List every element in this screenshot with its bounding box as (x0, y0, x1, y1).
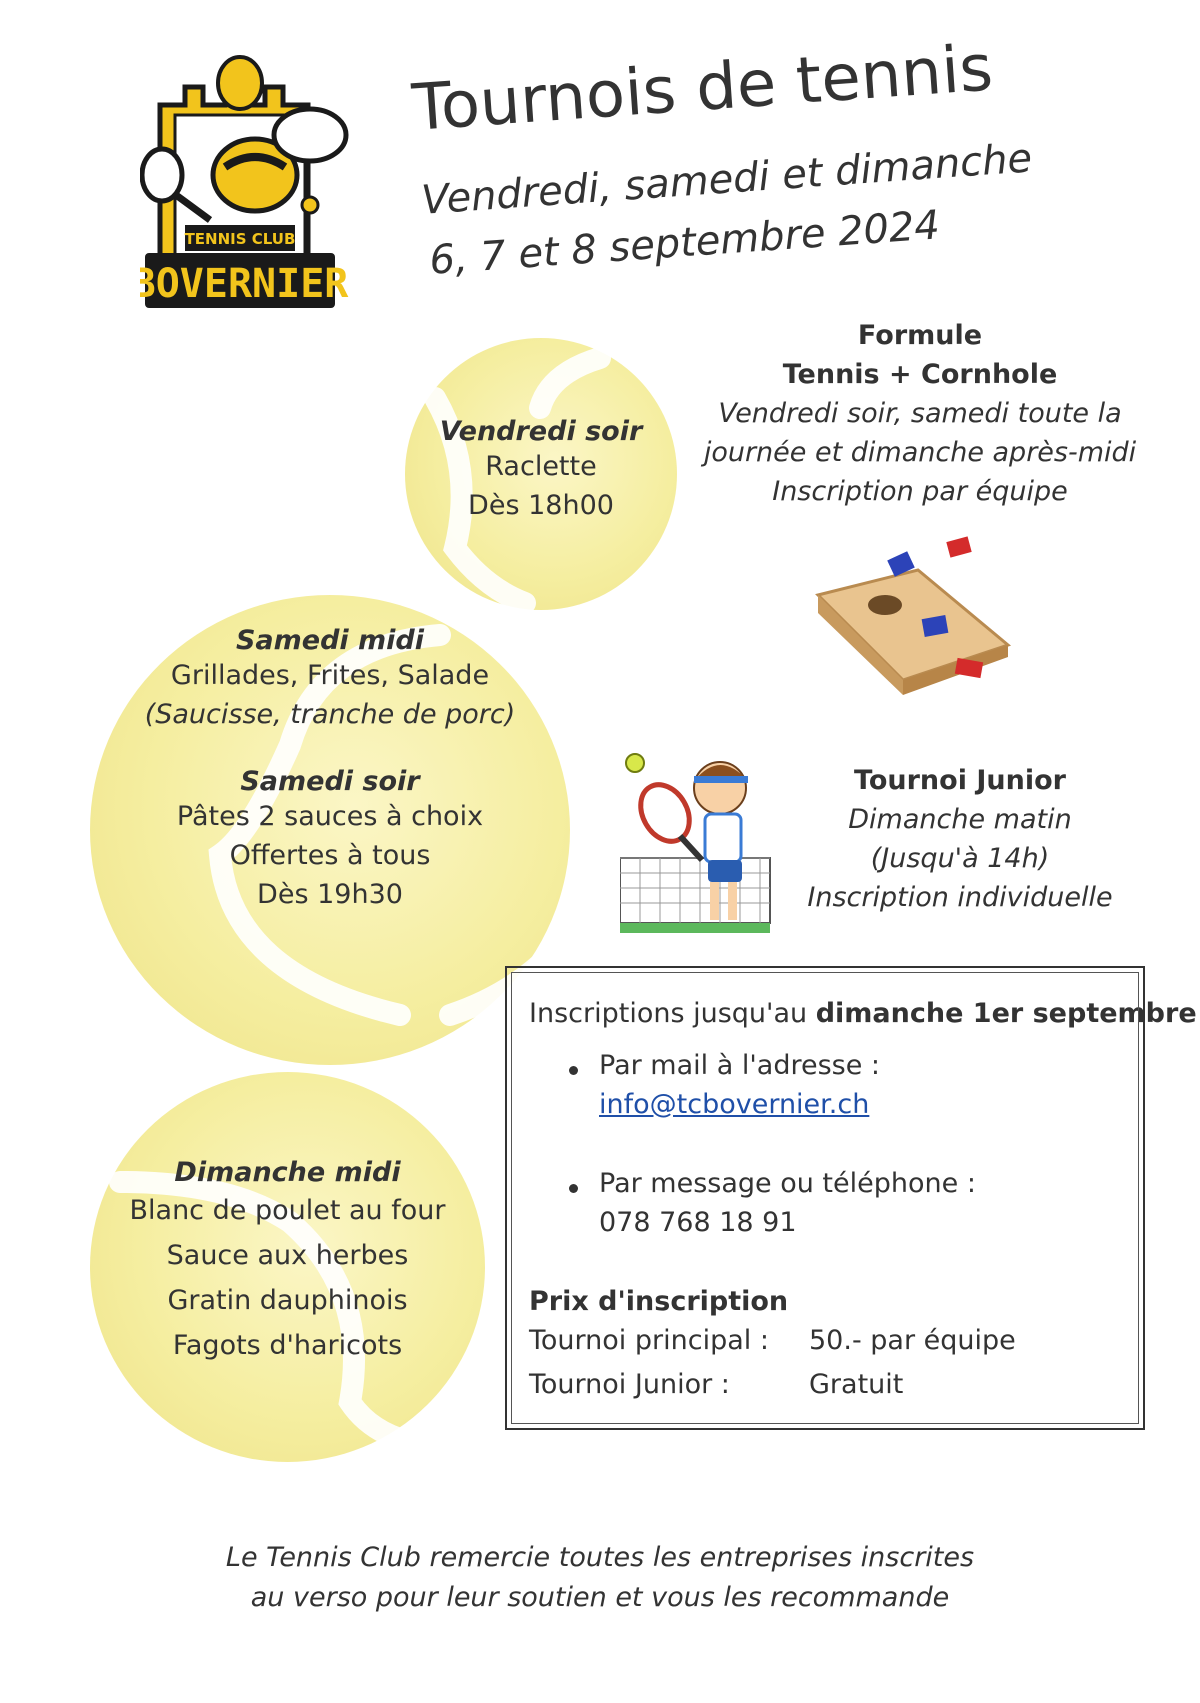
junior-heading: Tournoi Junior (854, 765, 1066, 796)
footer-thanks (0, 1538, 1200, 1618)
friday-ball (405, 338, 677, 610)
saturday-noon-line: Grillades, Frites, Salade (170, 660, 490, 691)
phone-label: Par message ou téléphone : (599, 1168, 976, 1199)
sunday-line: Gratin dauphinois (167, 1285, 408, 1316)
friday-heading: Vendredi soir (439, 416, 643, 447)
sunday-line: Blanc de poulet au four (129, 1195, 446, 1226)
phone-number: 078 768 18 91 (599, 1207, 797, 1238)
saturday-ball (90, 595, 570, 1065)
page-title: Tournois de tennis (410, 31, 996, 146)
sunday-menu (90, 1157, 485, 1368)
mail-label: Par mail à l'adresse : (599, 1050, 881, 1081)
club-logo (140, 55, 380, 325)
price-label: Tournoi Junior : (529, 1369, 730, 1400)
footer-line: au verso pour leur soutien et vous les recommande (250, 1582, 950, 1613)
formule-subheading: Tennis + Cornhole (782, 359, 1058, 390)
junior-line: Dimanche matin (848, 804, 1072, 835)
saturday-evening-line: Offertes à tous (229, 840, 431, 871)
sunday-heading: Dimanche midi (174, 1157, 401, 1188)
sunday-line: Sauce aux herbes (166, 1240, 409, 1271)
cornhole-board-illustration (808, 535, 1018, 699)
logo-line2: BOVERNIER (140, 261, 349, 307)
junior-line: (Jusqu'à 14h) (870, 843, 1050, 874)
formule-line: Vendredi soir, samedi toute la (718, 398, 1122, 429)
bullet-icon (569, 1184, 578, 1193)
saturday-evening-line: Pâtes 2 sauces à choix (176, 801, 484, 832)
sunday-line: Fagots d'haricots (172, 1330, 403, 1361)
price-value: Gratuit (809, 1369, 904, 1400)
sunday-ball (90, 1072, 485, 1462)
registration-deadline: dimanche 1er septembre (815, 998, 1197, 1029)
subtitle-days: Vendredi, samedi et dimanche (420, 135, 1034, 224)
junior-section (770, 761, 1150, 917)
friday-line: Dès 18h00 (468, 490, 614, 521)
friday-line: Raclette (485, 451, 597, 482)
subtitle-dates: 6, 7 et 8 septembre 2024 (428, 202, 942, 284)
price-value: 50.- par équipe (809, 1325, 1016, 1356)
registration-box (505, 966, 1197, 1430)
registration-intro-text: Inscriptions jusqu'au (529, 998, 816, 1029)
friday-menu (405, 416, 677, 525)
formule-section (700, 316, 1140, 511)
footer-line: Le Tennis Club remercie toutes les entreprises inscrites (225, 1542, 975, 1573)
price-heading: Prix d'inscription (529, 1286, 789, 1317)
formule-line: journée et dimanche après-midi (703, 437, 1137, 468)
email-link[interactable]: info@tcbovernier.ch (599, 1089, 870, 1120)
formule-heading: Formule (857, 320, 983, 351)
formule-line: Inscription par équipe (772, 476, 1068, 507)
saturday-evening-heading: Samedi soir (240, 766, 420, 797)
logo-line1: TENNIS CLUB (184, 230, 296, 248)
registration-intro (529, 998, 1197, 1029)
junior-player-illustration (620, 748, 785, 937)
saturday-menu (90, 625, 570, 914)
saturday-noon-heading: Samedi midi (235, 625, 425, 656)
saturday-noon-line: (Saucisse, tranche de porc) (144, 699, 516, 730)
saturday-evening-line: Dès 19h30 (257, 879, 403, 910)
bullet-icon (569, 1066, 578, 1075)
junior-line: Inscription individuelle (807, 882, 1113, 913)
price-label: Tournoi principal : (529, 1325, 769, 1356)
